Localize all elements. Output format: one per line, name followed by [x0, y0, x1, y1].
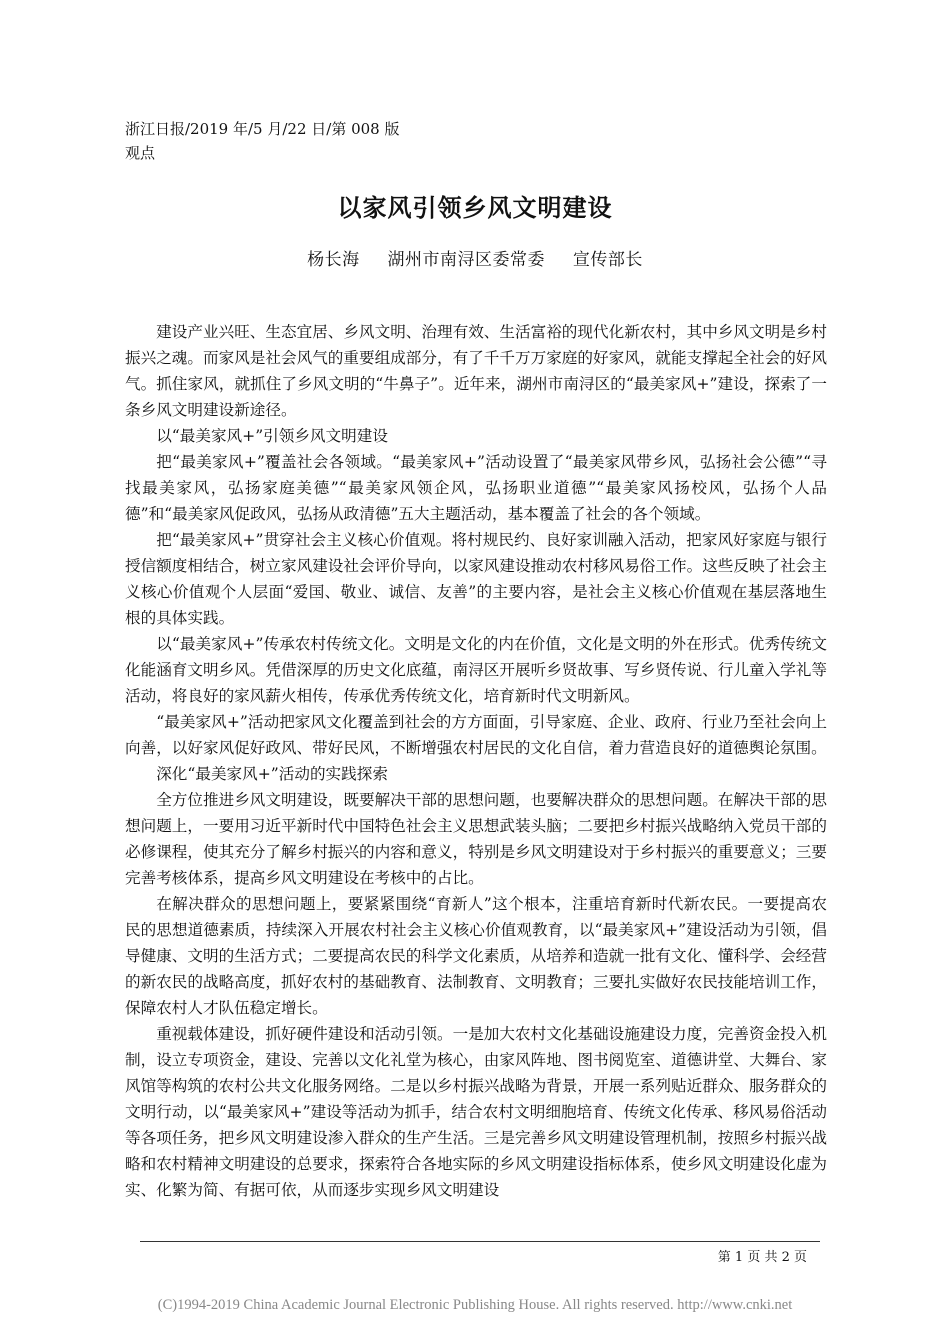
author-name: 杨长海 [307, 250, 360, 270]
section-heading: 深化“最美家风+”活动的实践探索 [156, 765, 388, 783]
paragraph: 重视载体建设，抓好硬件建设和活动引领。一是加大农村文化基础设施建设力度，完善资金投入机制，设立专项资金，建设、完善以文化礼堂为核心，由家风阵地、图书阅览室、道德讲堂、大舞台、家风馆等构筑的农村公共文化服务网络。二是以乡村振兴战略为背景，开展一系列贴近群众、服务群众的文明行动，以“最美家风+”建设等活动为抓手，结合农村文明细胞培育、传统文化传承、移风易俗活动等各项任务，把乡风文明建设渗入群众的生产生活。三是完善乡风文明建设管理机制，按照乡村振兴战略和农村精神文明建设的总要求，探索符合各地实际的乡风文明建设指标体系，使乡风文明建设化虚为实、化繁为简、有据可依，从而逐步实现乡风文明建设 [125, 1025, 827, 1199]
section-label: 观点 [125, 144, 156, 162]
article-body [125, 319, 827, 1203]
page-number: 第 1 页 共 2 页 [717, 1250, 807, 1265]
source-line: 浙江日报/2019 年/5 月/22 日/第 008 版 [125, 120, 400, 138]
article-meta [125, 117, 400, 165]
author-position: 宣传部长 [572, 250, 643, 270]
author-affiliation: 湖州市南浔区委常委 [387, 250, 545, 270]
paragraph: 建设产业兴旺、生态宜居、乡风文明、治理有效、生活富裕的现代化新农村，其中乡风文明是乡村振兴之魂。而家风是社会风气的重要组成部分，有了千千万万家庭的好家风，就能支撑起全社会的好风气。抓住家风，就抓住了乡风文明的“牛鼻子”。近年来，湖州市南浔区的“最美家风+”建设，探索了一条乡风文明建设新途径。 [125, 323, 827, 419]
paragraph: 以“最美家风+”传承农村传统文化。文明是文化的内在价值，文化是文明的外在形式。优秀传统文化能涵育文明乡风。凭借深厚的历史文化底蕴，南浔区开展听乡贤故事、写乡贤传说、行儿童入学礼等活动，将良好的家风薪火相传，传承优秀传统文化，培育新时代文明新风。 [125, 635, 827, 705]
footer-divider [140, 1241, 820, 1242]
paragraph: 把“最美家风+”覆盖社会各领域。“最美家风+”活动设置了“最美家风带乡风，弘扬社会公德”“寻找最美家风，弘扬家庭美德”“最美家风领企风，弘扬职业道德”“最美家风扬校风，弘扬个人品德”和“最美家风促政风，弘扬从政清德”五大主题活动，基本覆盖了社会的各个领域。 [125, 453, 827, 523]
paragraph: “最美家风+”活动把家风文化覆盖到社会的方方面面，引导家庭、企业、政府、行业乃至社会向上向善，以好家风促好政风、带好民风，不断增强农村居民的文化自信，着力营造良好的道德舆论氛围。 [125, 713, 827, 757]
byline [0, 245, 950, 270]
copyright-notice: (C)1994-2019 China Academic Journal Electronic Publishing House. All rights reserved. http://www.cnki.net [157, 1297, 793, 1313]
paragraph: 把“最美家风+”贯穿社会主义核心价值观。将村规民约、良好家训融入活动，把家风好家庭与银行授信额度相结合，树立家风建设社会评价导向，以家风建设推动农村移风易俗工作。这些反映了社会主义核心价值观个人层面“爱国、敬业、诚信、友善”的主要内容，是社会主义核心价值观在基层落地生根的具体实践。 [125, 531, 827, 627]
article-title: 以家风引领乡风文明建设 [337, 193, 613, 222]
paragraph: 全方位推进乡风文明建设，既要解决干部的思想问题，也要解决群众的思想问题。在解决干部的思想问题上，一要用习近平新时代中国特色社会主义思想武装头脑；二要把乡村振兴战略纳入党员干部的必修课程，使其充分了解乡村振兴的内容和意义，特别是乡风文明建设对于乡村振兴的重要意义；三要完善考核体系，提高乡风文明建设在考核中的占比。 [125, 791, 827, 887]
section-heading: 以“最美家风+”引领乡风文明建设 [156, 427, 388, 445]
paragraph: 在解决群众的思想问题上，要紧紧围绕“育新人”这个根本，注重培育新时代新农民。一要提高农民的思想道德素质，持续深入开展农村社会主义核心价值观教育，以“最美家风+”建设活动为引领，倡导健康、文明的生活方式；二要提高农民的科学文化素质，从培养和造就一批有文化、懂科学、会经营的新农民的战略高度，抓好农村的基础教育、法制教育、文明教育；三要扎实做好农民技能培训工作，保障农村人才队伍稳定增长。 [125, 895, 827, 1017]
